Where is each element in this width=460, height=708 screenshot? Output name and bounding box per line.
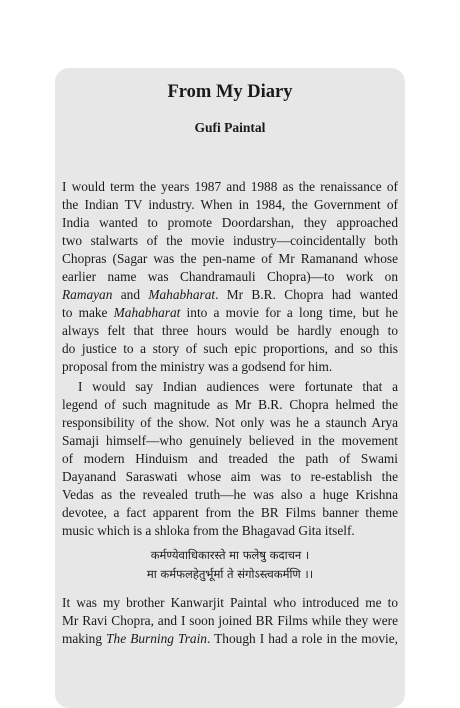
chapter-title: From My Diary (167, 82, 293, 102)
text-line: the Indian TV industry. When in 1984, the Government of (62, 197, 398, 212)
text-line: I would say Indian audiences were fortunate that a (78, 379, 398, 394)
text-line: to make Mahabharat into a movie for a long time, but he (62, 305, 398, 320)
text-line: I would term the years 1987 and 1988 as the renaissance of (62, 179, 398, 194)
shloka-line: मा कर्मफलहेतुर्भूर्मा ते संगोऽस्त्वकर्मणि ।। (146, 567, 314, 581)
text-line: making The Burning Train. Though I had a role in the movie, (62, 631, 398, 646)
text-line: responsibility of the show. Not only was he a staunch Arya (62, 415, 398, 430)
text-line: proposal from the ministry was a godsend for him. (62, 359, 333, 374)
text-line: legend of such magnitude as Mr B.R. Chopra helmed the (62, 397, 398, 412)
text-line: earlier name was Chandramauli Chopra)—to work on (62, 269, 398, 284)
shloka-line: कर्मण्येवाधिकारस्ते मा फलेषु कदाचन । (150, 548, 310, 562)
text-line: do justice to a story of such epic proportions, and so this (62, 341, 398, 356)
text-line: It was my brother Kanwarjit Paintal who introduced me to (62, 595, 398, 610)
text-line: Samaji himself—who genuinely believed in the movement (62, 433, 398, 448)
chapter-author: Gufi Paintal (194, 120, 266, 135)
text-line: Chopras (Sagar was the pen-name of Mr Ramanand whose (62, 251, 398, 266)
text-line: India wanted to promote Doordarshan, they approached (62, 215, 398, 230)
text-line: Ramayan and Mahabharat. Mr B.R. Chopra had wanted (62, 287, 398, 302)
text-line: always felt that three hours would be hardly enough to (62, 323, 398, 338)
text-line: music which is a shloka from the Bhagavad Gita itself. (62, 523, 355, 538)
text-line: Vedas as the revealed truth—he was also a huge Krishna (62, 487, 398, 502)
text-line: of modern Hinduism and treaded the path of Swami (62, 451, 398, 466)
text-line: two stalwarts of the movie industry—coincidentally both (62, 233, 398, 248)
text-line: Dayanand Saraswati whose aim was to re-establish the (62, 469, 398, 484)
text-line: Mr Ravi Chopra, and I soon joined BR Films while they were (62, 613, 398, 628)
text-line: devotee, a fact apparent from the BR Films banner theme (62, 505, 398, 520)
